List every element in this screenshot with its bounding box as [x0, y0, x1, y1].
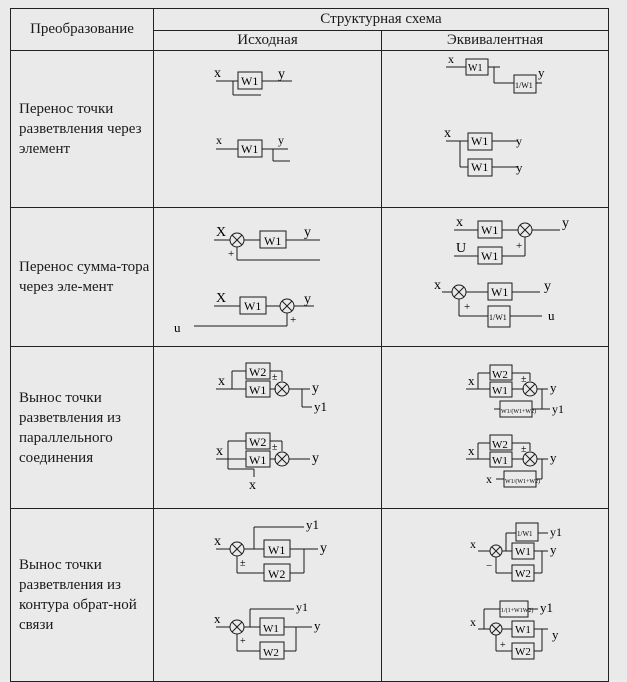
diagram-eq-4 [382, 509, 609, 682]
block-w1: W1 [249, 383, 267, 397]
header-transform: Преобразование [11, 9, 154, 51]
sym-y: y [278, 133, 284, 147]
sym-y: y [562, 216, 569, 231]
block-inv-w1: 1/W1 [489, 313, 507, 322]
block-w2: W2 [492, 369, 508, 381]
sym-x: x [214, 611, 221, 626]
diagram-eq-2 [382, 208, 609, 347]
block-w1: W1 [492, 455, 508, 467]
sym-y: y [304, 225, 311, 240]
sign-minus: − [486, 560, 493, 572]
sym-y: y [552, 627, 559, 642]
diagram-svg-orig-3 [154, 347, 380, 503]
block-inv-w1: 1/W1 [515, 81, 533, 90]
block-w1: W1 [515, 546, 531, 558]
block-inv-w1: 1/W1 [517, 530, 533, 538]
sign-pm: ± [521, 444, 527, 455]
block-w2: W2 [249, 435, 267, 449]
sym-x: x [470, 615, 476, 629]
block-w1: W1 [481, 249, 499, 263]
sym-x: x [214, 66, 221, 81]
block-w1: W1 [471, 134, 489, 148]
sym-u: u [548, 308, 555, 323]
block-w2: W2 [515, 568, 531, 580]
row-label-4: Вынос точки разветвления из контура обрат-ной связи [11, 509, 154, 682]
sym-x: x [214, 534, 221, 549]
sym-x: x [444, 126, 451, 141]
sym-y: y [304, 292, 311, 307]
sym-y: y [550, 542, 557, 557]
block-w1: W1 [249, 453, 267, 467]
diagram-eq-3 [382, 347, 609, 509]
diagram-orig-2 [154, 208, 382, 347]
sym-y: y [320, 541, 327, 556]
sign-pm: ± [272, 372, 278, 383]
sym-x: X [216, 291, 227, 306]
sign-pm: ± [521, 374, 527, 385]
block-w1: W1 [471, 160, 489, 174]
row-label-3: Вынос точки разветвления из параллельного соединения [11, 347, 154, 509]
block-w1: W1 [481, 223, 499, 237]
sign-pm: ± [240, 558, 246, 569]
block-w2: W2 [515, 646, 531, 658]
sign-plus: + [228, 248, 235, 260]
block-w2: W2 [249, 365, 267, 379]
block-w2: W2 [268, 567, 286, 581]
sym-y: y [538, 65, 545, 80]
diagram-orig-1 [154, 51, 382, 208]
diagram-svg-orig-1 [154, 51, 380, 202]
diagram-orig-3 [154, 347, 382, 509]
header-equivalent: Эквивалентная [382, 31, 609, 51]
block-feedback-ratio: 1/(1+W1W2) [501, 608, 534, 614]
block-w1-ratio: W1/(W1+W2) [501, 409, 537, 415]
block-w1: W1 [241, 142, 259, 156]
block-w1: W1 [264, 234, 282, 248]
transform-table [10, 8, 609, 682]
block-w1: W1 [491, 285, 509, 299]
block-w1: W1 [241, 74, 259, 88]
sym-x: x [468, 443, 475, 458]
sym-x: x [218, 374, 225, 389]
sym-y1: y1 [550, 525, 562, 539]
sym-u: u [174, 320, 181, 335]
block-w2: W2 [492, 439, 508, 451]
block-w1: W1 [468, 63, 483, 74]
sym-y: y [544, 279, 551, 294]
sign-plus: + [290, 314, 297, 326]
sym-x: x [434, 278, 441, 293]
sym-y: y [516, 160, 523, 175]
block-w2: W2 [263, 647, 279, 659]
sym-y: y [278, 67, 285, 82]
block-w1: W1 [268, 543, 286, 557]
sym-y1: y1 [306, 517, 319, 532]
block-w1: W1 [244, 299, 262, 313]
diagram-svg-eq-3 [382, 347, 607, 503]
sign-plus: + [240, 636, 246, 647]
sym-x: x [470, 537, 476, 551]
sym-x: X [216, 225, 227, 240]
sym-x: x [486, 472, 492, 486]
sym-y: y [312, 451, 319, 466]
diagram-svg-eq-1 [382, 51, 607, 202]
sym-y1: y1 [296, 600, 308, 614]
block-w1-ratio: W1/(W1+W2) [505, 479, 541, 485]
diagram-eq-1 [382, 51, 609, 208]
diagram-svg-orig-4 [154, 509, 380, 676]
sym-y: y [550, 450, 557, 465]
sym-x: x [448, 52, 454, 66]
header-scheme: Структурная схема [154, 9, 609, 31]
row-label-1: Перенос точки разветвления через элемент [11, 51, 154, 208]
block-w1: W1 [492, 385, 508, 397]
diagram-svg-eq-4 [382, 509, 607, 676]
sym-y1: y1 [314, 399, 327, 414]
sym-x: x [216, 133, 222, 147]
sym-y1: y1 [552, 402, 564, 416]
sym-x: x [249, 478, 256, 493]
sym-x: x [216, 444, 223, 459]
sign-plus: + [516, 240, 523, 252]
sym-y: y [550, 380, 557, 395]
row-label-2: Перенос сумма-тора через эле-мент [11, 208, 154, 347]
block-w1: W1 [263, 623, 279, 635]
sign-plus: + [464, 301, 471, 313]
sign-pm: ± [272, 442, 278, 453]
sym-x: x [456, 215, 463, 230]
sym-x: x [468, 373, 475, 388]
diagram-svg-eq-2 [382, 208, 607, 341]
block-w1: W1 [515, 624, 531, 636]
sym-y: y [312, 381, 319, 396]
sym-y1: y1 [540, 600, 553, 615]
header-original: Исходная [154, 31, 382, 51]
sym-y: y [314, 618, 321, 633]
sym-u: U [456, 241, 467, 256]
sym-y: y [516, 134, 522, 148]
sign-plus: + [500, 640, 506, 651]
diagram-svg-orig-2 [154, 208, 380, 341]
diagram-orig-4 [154, 509, 382, 682]
